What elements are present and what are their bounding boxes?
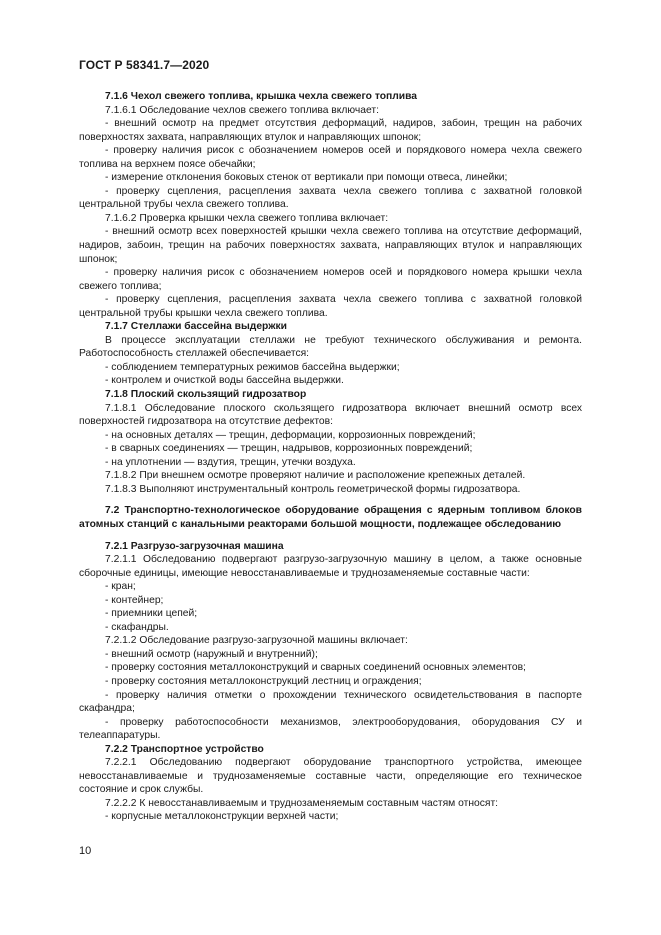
paragraph: - внешний осмотр всех поверхностей крышки чехла свежего топлива на отсутствие деформаций, надиров, забоин, трещин на рабочих поверхностях захвата, направляющих втулок и направляющих шпонок; bbox=[79, 226, 582, 265]
paragraph: - на уплотнении — вздутия, трещин, утечки воздуха. bbox=[105, 456, 356, 468]
document-body bbox=[79, 90, 582, 824]
page-number: 10 bbox=[79, 845, 92, 857]
paragraph: 7.2.1.1 Обследованию подвергают разгрузо-загрузочную машину в целом, а также основные сборочные единицы, имеющие невосстанавливаемые и труднозаменяемые составные части: bbox=[79, 554, 582, 579]
section-heading: 7.1.8 Плоский скользящий гидрозатвор bbox=[105, 389, 307, 401]
paragraph: 7.1.8.1 Обследование плоского скользящего гидрозатвора включает внешний осмотр всех поверхностей гидрозатвора на отсутствие дефектов: bbox=[79, 402, 582, 428]
paragraph: 7.1.8.3 Выполняют инструментальный контроль геометрической формы гидрозатвора. bbox=[105, 483, 521, 495]
paragraph: - контролем и очисткой воды бассейна выдержки. bbox=[105, 375, 344, 387]
section-heading: 7.2 Транспортно-технологическое оборудование обращения с ядерным топливом блоков атомных станций с канальными реакторами большой мощности, подлежащее обследованию bbox=[79, 505, 582, 530]
paragraph: - проверку сцепления, расцепления захвата чехла свежего топлива с захватной головкой центральной трубы крышки чехла свежего топлива. bbox=[79, 294, 582, 319]
paragraph: - приемники цепей; bbox=[105, 608, 198, 620]
paragraph: - проверку наличия рисок с обозначением номеров осей и порядкового номера крышки чехла свежего топлива; bbox=[79, 267, 582, 292]
paragraph: 7.1.8.2 При внешнем осмотре проверяют наличие и расположение крепежных деталей. bbox=[105, 470, 526, 482]
paragraph: - в сварных соединениях — трещин, надрывов, коррозионных повреждений; bbox=[105, 443, 473, 455]
section-heading: 7.2.1 Разгрузо-загрузочная машина bbox=[105, 540, 284, 552]
paragraph: - проверку состояния металлоконструкций лестниц и ограждения; bbox=[105, 675, 422, 687]
paragraph: - соблюдением температурных режимов бассейна выдержки; bbox=[105, 361, 400, 373]
paragraph: 7.1.6.2 Проверка крышки чехла свежего топлива включает: bbox=[105, 212, 389, 224]
paragraph: - скафандры. bbox=[105, 621, 169, 633]
paragraph: 7.2.2.2 К невосстанавливаемым и труднозаменяемым составным частям относят: bbox=[105, 797, 499, 809]
paragraph: - проверку наличия рисок с обозначением номеров осей и порядкового номера чехла свежего топлива на верхнем поясе обечайки; bbox=[79, 145, 582, 170]
paragraph: - измерение отклонения боковых стенок от вертикали при помощи отвеса, линейки; bbox=[105, 172, 508, 184]
paragraph: - проверку работоспособности механизмов, электрооборудования, оборудования СУ и телеаппаратуры. bbox=[79, 716, 582, 742]
section-heading: 7.1.7 Стеллажи бассейна выдержки bbox=[105, 321, 287, 333]
paragraph: 7.2.1.2 Обследование разгрузо-загрузочной машины включает: bbox=[105, 635, 408, 647]
document-header: ГОСТ Р 58341.7—2020 bbox=[79, 58, 210, 72]
paragraph: - корпусные металлоконструкции верхней части; bbox=[105, 811, 339, 823]
paragraph: 7.2.2.1 Обследованию подвергают оборудование транспортного устройства, имеющее невосстанавливаемые и труднозаменяемые составные части, определяющие его техническое состояние и срок службы. bbox=[79, 757, 582, 796]
paragraph: - проверку сцепления, расцепления захвата чехла свежего топлива с захватной головкой центральной трубы чехла свежего топлива. bbox=[79, 185, 582, 211]
paragraph: - внешний осмотр на предмет отсутствия деформаций, надиров, забоин, трещин на рабочих поверхностях захвата, направляющих втулок и направляющих шпонок; bbox=[79, 118, 582, 143]
paragraph: - контейнер; bbox=[105, 594, 164, 606]
paragraph: 7.1.6.1 Обследование чехлов свежего топлива включает: bbox=[105, 104, 379, 116]
paragraph: - на основных деталях — трещин, деформации, коррозионных повреждений; bbox=[105, 429, 476, 441]
paragraph: В процессе эксплуатации стеллажи не требуют технического обслуживания и ремонта. Работоспособность стеллажей обеспечивается: bbox=[79, 334, 582, 360]
section-heading: 7.1.6 Чехол свежего топлива, крышка чехла свежего топлива bbox=[105, 91, 418, 102]
paragraph: - кран; bbox=[105, 581, 136, 593]
paragraph: - проверку наличия отметки о прохождении технического освидетельствования в паспорте скафандра; bbox=[79, 689, 582, 715]
paragraph: - проверку состояния металлоконструкций и сварных соединений основных элементов; bbox=[105, 662, 526, 674]
section-heading: 7.2.2 Транспортное устройство bbox=[105, 743, 264, 755]
paragraph: - внешний осмотр (наружный и внутренний); bbox=[105, 648, 318, 660]
